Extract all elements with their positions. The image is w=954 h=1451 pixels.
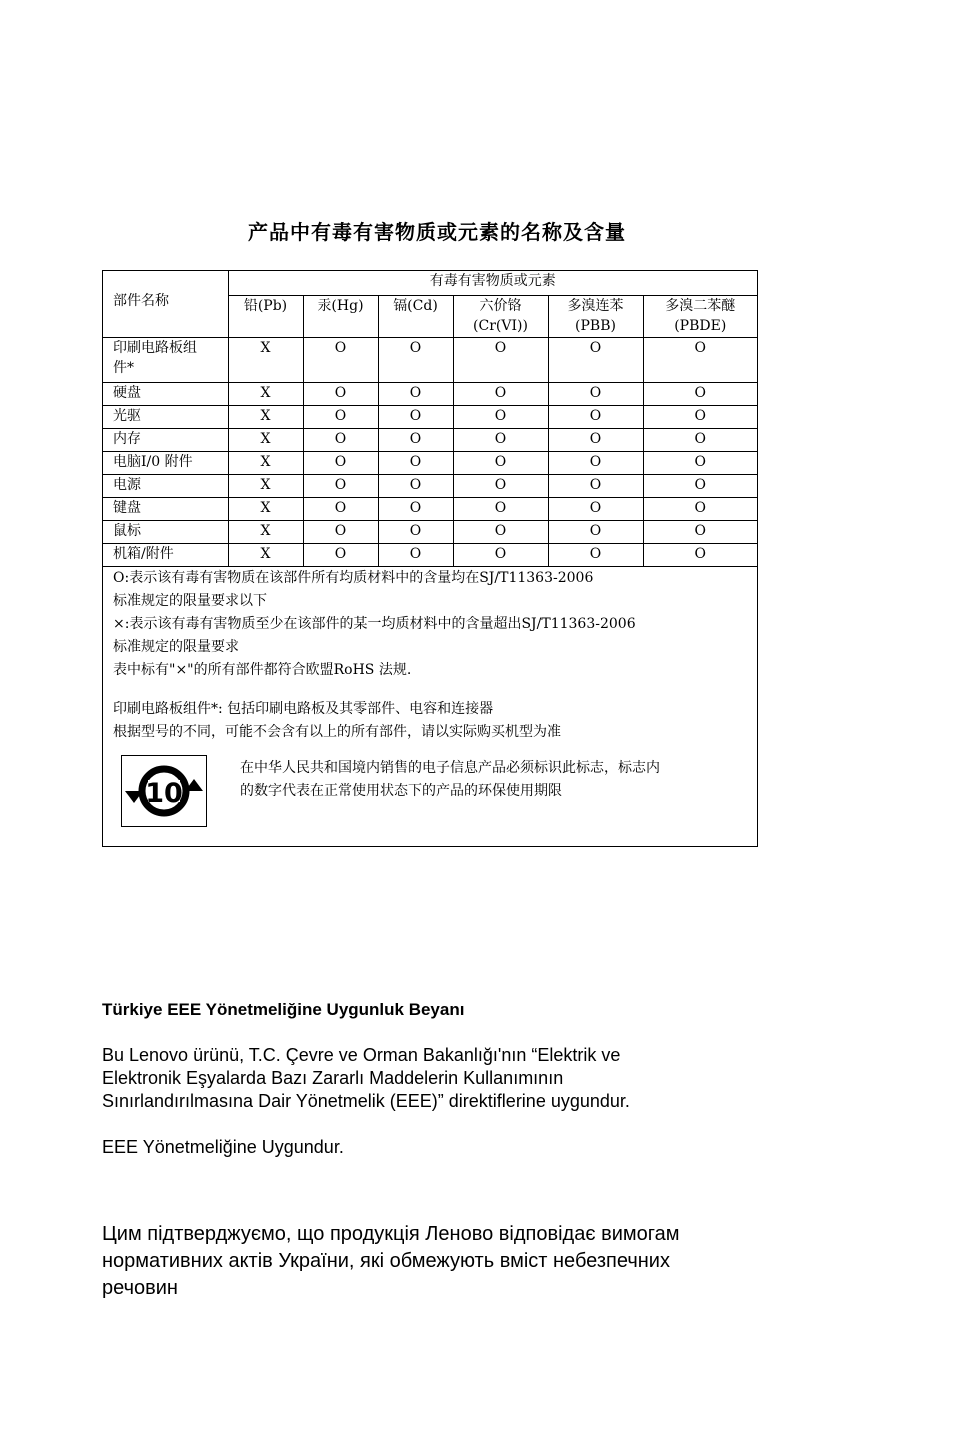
value-cell: O bbox=[453, 405, 548, 428]
value-cell: O bbox=[548, 451, 643, 474]
value-cell: X bbox=[228, 451, 303, 474]
part-name-cell: 电源 bbox=[103, 474, 228, 497]
table-row bbox=[103, 543, 757, 566]
value-cell: X bbox=[228, 428, 303, 451]
value-cell: O bbox=[643, 337, 757, 382]
value-cell: X bbox=[228, 474, 303, 497]
value-cell: O bbox=[453, 451, 548, 474]
substances-group-header: 有毒有害物质或元素 bbox=[228, 271, 757, 295]
column-header: 镉(Cd) bbox=[378, 295, 453, 337]
value-cell: O bbox=[548, 405, 643, 428]
notes-section bbox=[103, 567, 757, 744]
efup-logo bbox=[121, 755, 207, 827]
value-cell: O bbox=[548, 428, 643, 451]
column-header: 六价铬 (Cr(VI)) bbox=[453, 295, 548, 337]
table-row bbox=[103, 337, 757, 382]
value-cell: O bbox=[378, 382, 453, 405]
page-title: 产品中有毒有害物质或元素的名称及含量 bbox=[248, 220, 626, 244]
value-cell: O bbox=[378, 474, 453, 497]
value-cell: O bbox=[643, 520, 757, 543]
value-cell: O bbox=[453, 474, 548, 497]
value-cell: O bbox=[303, 543, 378, 566]
value-cell: O bbox=[643, 543, 757, 566]
value-cell: O bbox=[378, 520, 453, 543]
value-cell: O bbox=[303, 428, 378, 451]
efup-number: 10 bbox=[145, 778, 183, 809]
value-cell: O bbox=[303, 451, 378, 474]
part-name-cell: 电脑I/0 附件 bbox=[103, 451, 228, 474]
efup-10-icon bbox=[122, 756, 206, 826]
value-cell: X bbox=[228, 543, 303, 566]
value-cell: O bbox=[548, 337, 643, 382]
value-cell: O bbox=[303, 474, 378, 497]
value-cell: O bbox=[303, 337, 378, 382]
column-header: 铅(Pb) bbox=[228, 295, 303, 337]
value-cell: O bbox=[378, 405, 453, 428]
part-name-header: 部件名称 bbox=[103, 271, 228, 337]
turkish-paragraph: Bu Lenovo ürünü, T.C. Çevre ve Orman Bakanlığı'nın “Elektrik ve Elektronik Eşyalarda Bazı Zararlı Maddelerin Kullanımının Sınırlandırılmasına Dair Yönetmelik (EEE)” direktiflerine uygundur. bbox=[102, 1045, 630, 1111]
part-name-cell: 硬盘 bbox=[103, 382, 228, 405]
hazardous-substances-table bbox=[103, 271, 757, 567]
value-cell: O bbox=[548, 520, 643, 543]
part-name-cell: 机箱/附件 bbox=[103, 543, 228, 566]
table-row bbox=[103, 497, 757, 520]
value-cell: O bbox=[378, 497, 453, 520]
value-cell: O bbox=[643, 451, 757, 474]
turkish-compliance-line: EEE Yönetmeliğine Uygundur. bbox=[102, 1137, 344, 1157]
table-row bbox=[103, 474, 757, 497]
value-cell: X bbox=[228, 497, 303, 520]
column-header: 汞(Hg) bbox=[303, 295, 378, 337]
turkish-title: Türkiye EEE Yönetmeliğine Uygunluk Beyanı bbox=[102, 1000, 465, 1019]
table-row bbox=[103, 520, 757, 543]
table-row bbox=[103, 428, 757, 451]
part-name-cell: 印刷电路板组 件* bbox=[103, 337, 228, 382]
value-cell: O bbox=[643, 497, 757, 520]
note-x-line: 标准规定的限量要求 bbox=[113, 638, 239, 655]
value-cell: O bbox=[378, 428, 453, 451]
value-cell: O bbox=[548, 474, 643, 497]
value-cell: O bbox=[303, 382, 378, 405]
value-cell: O bbox=[643, 405, 757, 428]
part-name-cell: 内存 bbox=[103, 428, 228, 451]
value-cell: O bbox=[453, 428, 548, 451]
value-cell: O bbox=[548, 382, 643, 405]
note-rohs: 表中标有"×"的所有部件都符合欧盟RoHS 法规. bbox=[113, 661, 412, 678]
value-cell: O bbox=[643, 428, 757, 451]
column-header: 多溴二苯醚 (PBDE) bbox=[643, 295, 757, 337]
value-cell: O bbox=[453, 520, 548, 543]
column-header: 多溴连苯 (PBB) bbox=[548, 295, 643, 337]
value-cell: O bbox=[548, 543, 643, 566]
value-cell: O bbox=[453, 337, 548, 382]
table-row bbox=[103, 451, 757, 474]
value-cell: X bbox=[228, 382, 303, 405]
value-cell: O bbox=[378, 543, 453, 566]
value-cell: O bbox=[453, 382, 548, 405]
part-name-cell: 光驱 bbox=[103, 405, 228, 428]
value-cell: O bbox=[378, 451, 453, 474]
ukrainian-paragraph: Цим підтверджуємо, що продукція Леново відповідає вимогам нормативних актів України, які обмежують вміст небезпечних речовин bbox=[102, 1223, 680, 1299]
table-row bbox=[103, 405, 757, 428]
table-row bbox=[103, 382, 757, 405]
part-name-cell: 键盘 bbox=[103, 497, 228, 520]
note-x-line: ×:表示该有毒有害物质至少在该部件的某一均质材料中的含量超出SJ/T11363-2006 bbox=[113, 615, 636, 632]
value-cell: O bbox=[303, 520, 378, 543]
value-cell: O bbox=[303, 497, 378, 520]
value-cell: O bbox=[378, 337, 453, 382]
hazardous-substances-box bbox=[102, 270, 758, 847]
note-model: 根据型号的不同，可能不会含有以上的所有部件，请以实际购买机型为准 bbox=[113, 723, 561, 740]
value-cell: X bbox=[228, 337, 303, 382]
efup-description: 在中华人民共和国境内销售的电子信息产品必须标识此标志，标志内 的数字代表在正常使用状态下的产品的环保使用期限 bbox=[240, 760, 660, 799]
part-name-cell: 鼠标 bbox=[103, 520, 228, 543]
note-o-line: 标准规定的限量要求以下 bbox=[113, 592, 267, 609]
value-cell: O bbox=[453, 497, 548, 520]
value-cell: X bbox=[228, 520, 303, 543]
value-cell: O bbox=[453, 543, 548, 566]
note-pcb: 印刷电路板组件*: 包括印刷电路板及其零部件、电容和连接器 bbox=[113, 700, 494, 717]
note-o-line: O:表示该有毒有害物质在该部件所有均质材料中的含量均在SJ/T11363-2006 bbox=[113, 569, 594, 586]
value-cell: O bbox=[303, 405, 378, 428]
value-cell: O bbox=[643, 474, 757, 497]
value-cell: X bbox=[228, 405, 303, 428]
value-cell: O bbox=[643, 382, 757, 405]
value-cell: O bbox=[548, 497, 643, 520]
